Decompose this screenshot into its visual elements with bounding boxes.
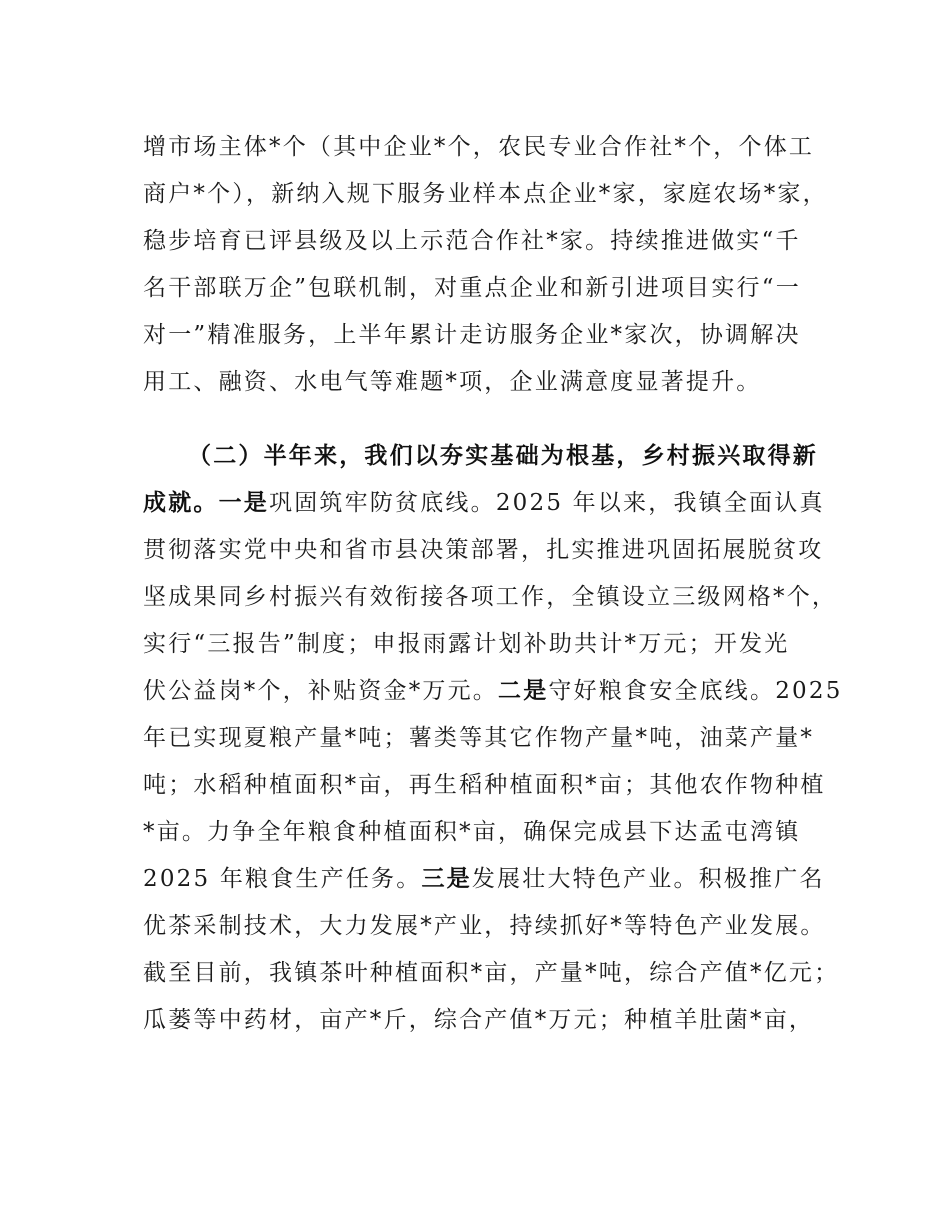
paragraph-1-line-2: 商户*个），新纳入规下服务业样本点企业*家，家庭农场*家， [143, 181, 828, 207]
section-heading: （二）半年来，我们以夯实基础为根基，乡村振兴取得新 [188, 443, 818, 469]
paragraph-2-line-9: *亩。力争全年粮食种植面积*亩，确保完成县下达孟屯湾镇 [143, 819, 801, 845]
paragraph-1-line-1: 增市场主体*个（其中企业*个，农民专业合作社*个，个体工 [143, 134, 815, 160]
paragraph-2-line-8: 吨；水稻种植面积*亩，再生稻种植面积*亩；其他农作物种植 [143, 772, 826, 798]
paragraph-2-line-2-text: 巩固筑牢防贫底线。2025 年以来，我镇全面认真 [269, 490, 825, 516]
paragraph-2-line-7: 年已实现夏粮产量*吨；薯类等其它作物产量*吨，油菜产量* [143, 725, 815, 751]
paragraph-2-line-11: 优茶采制技术，大力发展*产业，持续抓好*等特色产业发展。 [143, 913, 826, 939]
paragraph-2-line-4: 坚成果同乡村振兴有效衔接各项工作，全镇设立三级网格*个， [143, 584, 838, 610]
paragraph-1-line-4: 名干部联万企”包联机制，对重点企业和新引进项目实行“一 [143, 275, 801, 301]
paragraph-2-line-5: 实行“三报告”制度；申报雨露计划补助共计*万元；开发光 [143, 631, 790, 657]
paragraph-2-line-10-start: 2025 年粮食生产任务。 [143, 866, 422, 892]
paragraph-1-line-3: 稳步培育已评县级及以上示范合作社*家。持续推进做实“千 [143, 228, 801, 254]
paragraph-2-line-6-rest: 守好粮食安全底线。2025 [548, 678, 843, 704]
paragraph-2-line-6-start: 伏公益岗*个，补贴资金*万元。 [143, 678, 498, 704]
paragraph-2-line-13: 瓜蒌等中药材，亩产*斤，综合产值*万元；种植羊肚菌*亩， [143, 1007, 815, 1033]
paragraph-2-line-10 [143, 864, 823, 894]
paragraph-1-line-6: 用工、融资、水电气等难题*项，企业满意度显著提升。 [143, 369, 762, 395]
paragraph-1-line-5: 对一”精准服务，上半年累计走访服务企业*家次，协调解决 [143, 322, 801, 348]
paragraph-2-line-2 [143, 488, 823, 518]
paragraph-2-line-10-rest: 发展壮大特色产业。积极推广名 [471, 866, 825, 892]
marker-third: 三是 [421, 866, 472, 892]
marker-second: 二是 [498, 678, 549, 704]
marker-first: 一是 [218, 490, 270, 516]
section-heading-end: 成就。 [143, 490, 219, 516]
paragraph-2-line-12: 截至目前，我镇茶叶种植面积*亩，产量*吨，综合产值*亿元； [143, 960, 840, 986]
paragraph-2-line-3: 贯彻落实党中央和省市县决策部署，扎实推进巩固拓展脱贫攻 [143, 537, 824, 563]
paragraph-2-line-6 [143, 676, 843, 706]
